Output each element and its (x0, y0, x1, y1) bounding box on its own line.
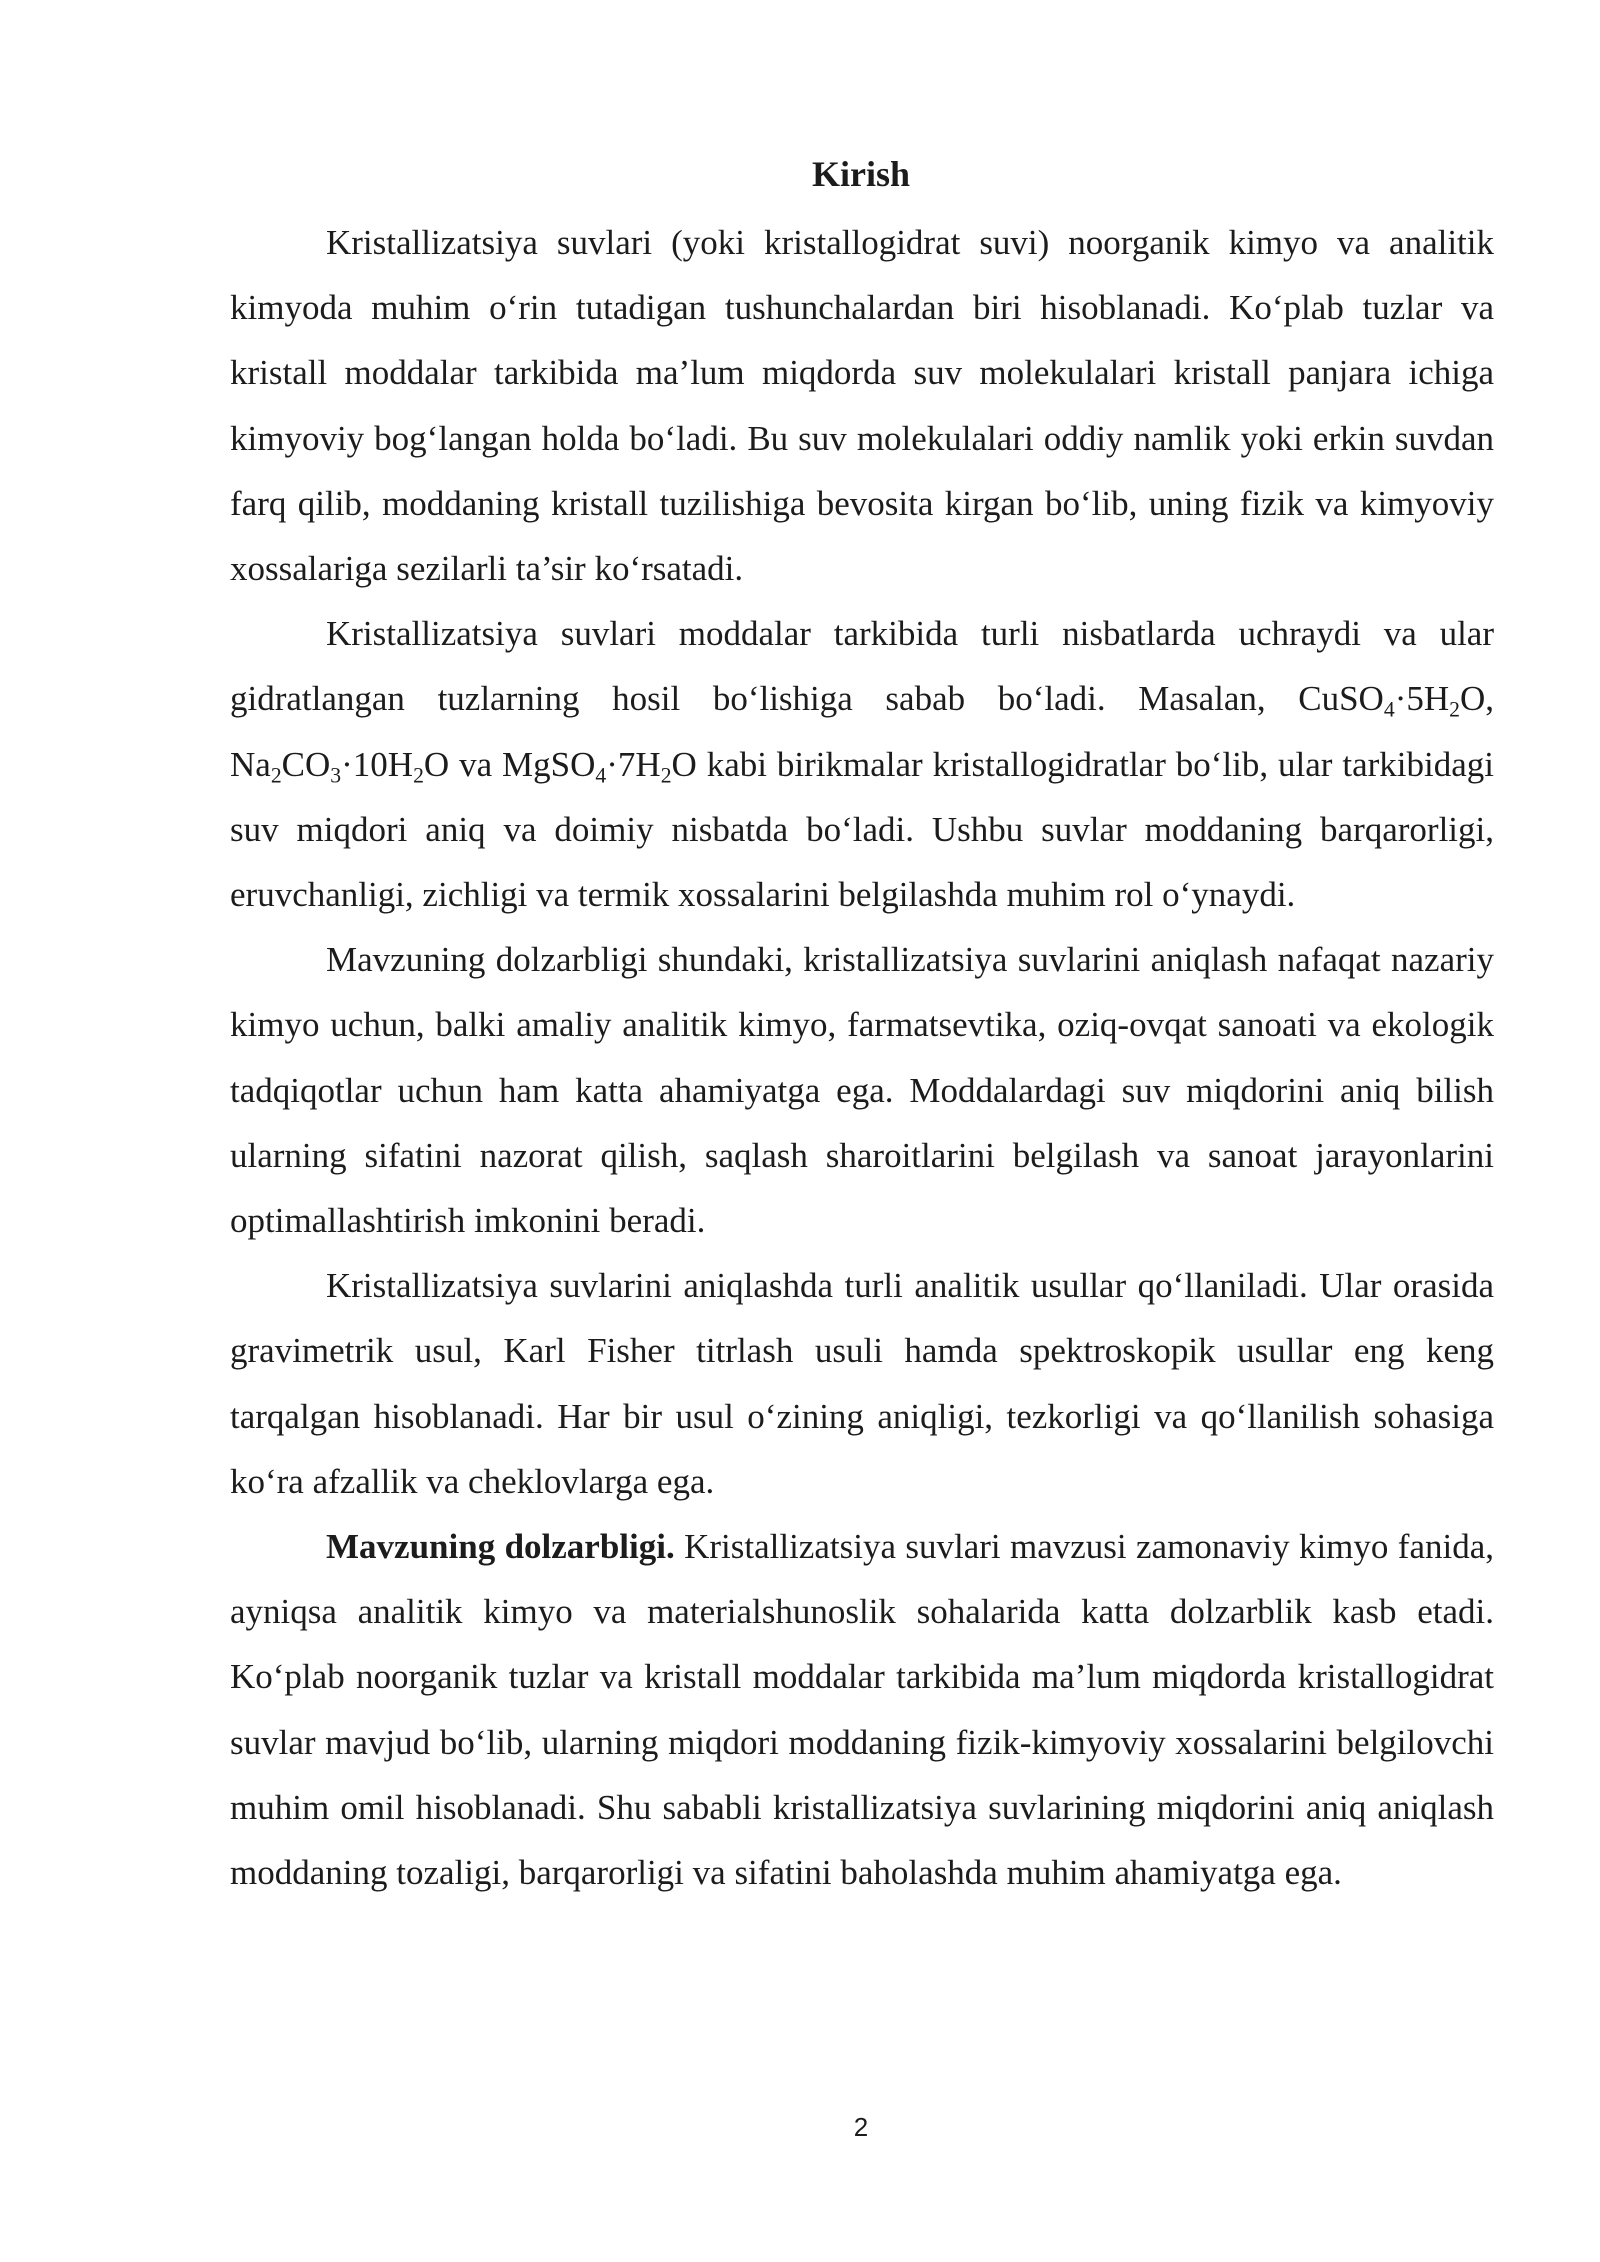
paragraph-2-text: ·10H (341, 744, 414, 784)
paragraph-2-text: ·7H (606, 744, 661, 784)
paragraph-2-text: O va MgSO (423, 744, 596, 784)
paragraph-3: Mavzuning dolzarbligi shundaki, kristallizatsiya suvlarini aniqlash nafaqat nazariy kimyo uchun, balki amaliy analitik kimyo, farmatsevtika, oziq-ovqat sanoati va ekologik tadqiqotlar uchun ham katta ahamiyatga ega. Moddalardagi suv miqdorini aniq bilish ularning sifatini nazorat qilish, saqlash sharoitlarini belgilash va sanoat jarayonlarini optimallashtirish imkonini beradi. (230, 940, 1494, 1241)
subscript: 3 (330, 763, 342, 788)
paragraph-2-text: Kristallizatsiya suvlari moddalar tarkibida turli nisbatlarda uchraydi va ular gidratlangan tuzlarning hosil bo‘lishiga sabab bo‘ladi. Masalan, CuSO (230, 614, 1494, 719)
subscript: 2 (660, 763, 672, 788)
paragraph-2-text: O, Na (230, 679, 1494, 784)
paragraph-2-text: O kabi birikmalar kristallogidratlar bo‘lib, ular tarkibidagi suv miqdori aniq va doimiy nisbatda bo‘ladi. Ushbu suvlar moddaning barqarorligi, eruvchanligi, zichligi va termik xossalarini belgilashda muhim rol o‘ynaydi. (230, 744, 1494, 915)
paragraph-5-lead: Mavzuning dolzarbligi. (326, 1527, 675, 1567)
body-text (230, 210, 1494, 1905)
subscript: 2 (270, 763, 282, 788)
subscript: 4 (595, 763, 607, 788)
subscript: 4 (1383, 697, 1395, 722)
page-number: 2 (853, 2112, 869, 2142)
paragraph-4: Kristallizatsiya suvlarini aniqlashda turli analitik usullar qo‘llaniladi. Ular orasida gravimetrik usul, Karl Fisher titrlash usuli hamda spektroskopik usullar eng keng tarqalgan hisoblanadi. Har bir usul o‘zining aniqligi, tezkorligi va qo‘llanilish sohasiga ko‘ra afzallik va cheklovlarga ega. (230, 1266, 1494, 1501)
section-heading: Kirish (811, 154, 910, 194)
paragraph-1: Kristallizatsiya suvlari (yoki kristallogidrat suvi) noorganik kimyo va analitik kimyoda muhim o‘rin tutadigan tushunchalardan biri hisoblanadi. Ko‘plab tuzlar va kristall moddalar tarkibida ma’lum miqdorda suv molekulalari kristall panjara ichiga kimyoviy bog‘langan holda bo‘ladi. Bu suv molekulalari oddiy namlik yoki erkin suvdan farq qilib, moddaning kristall tuzilishiga bevosita kirgan bo‘lib, uning fizik va kimyoviy xossalariga sezilarli ta’sir ko‘rsatadi. (230, 223, 1494, 589)
paragraph-2 (230, 601, 1494, 927)
paragraph-2-text: ·5H (1394, 679, 1450, 719)
paragraph-2-text: CO (281, 744, 331, 784)
paragraph-5-text: Kristallizatsiya suvlari mavzusi zamonaviy kimyo fanida, ayniqsa analitik kimyo va materialshunoslik sohalarida katta dolzarblik kasb etadi. Ko‘plab noorganik tuzlar va kristall moddalar tarkibida ma’lum miqdorda kristallogidrat suvlar mavjud bo‘lib, ularning miqdori moddaning fizik-kimyoviy xossalarini belgilovchi muhim omil hisoblanadi. Shu sababli kristallizatsiya suvlarining miqdorini aniq aniqlash moddaning tozaligi, barqarorligi va sifatini baholashda muhim ahamiyatga ega. (230, 1527, 1494, 1893)
paragraph-5 (230, 1514, 1494, 1905)
subscript: 2 (413, 763, 424, 788)
subscript: 2 (1449, 697, 1460, 722)
